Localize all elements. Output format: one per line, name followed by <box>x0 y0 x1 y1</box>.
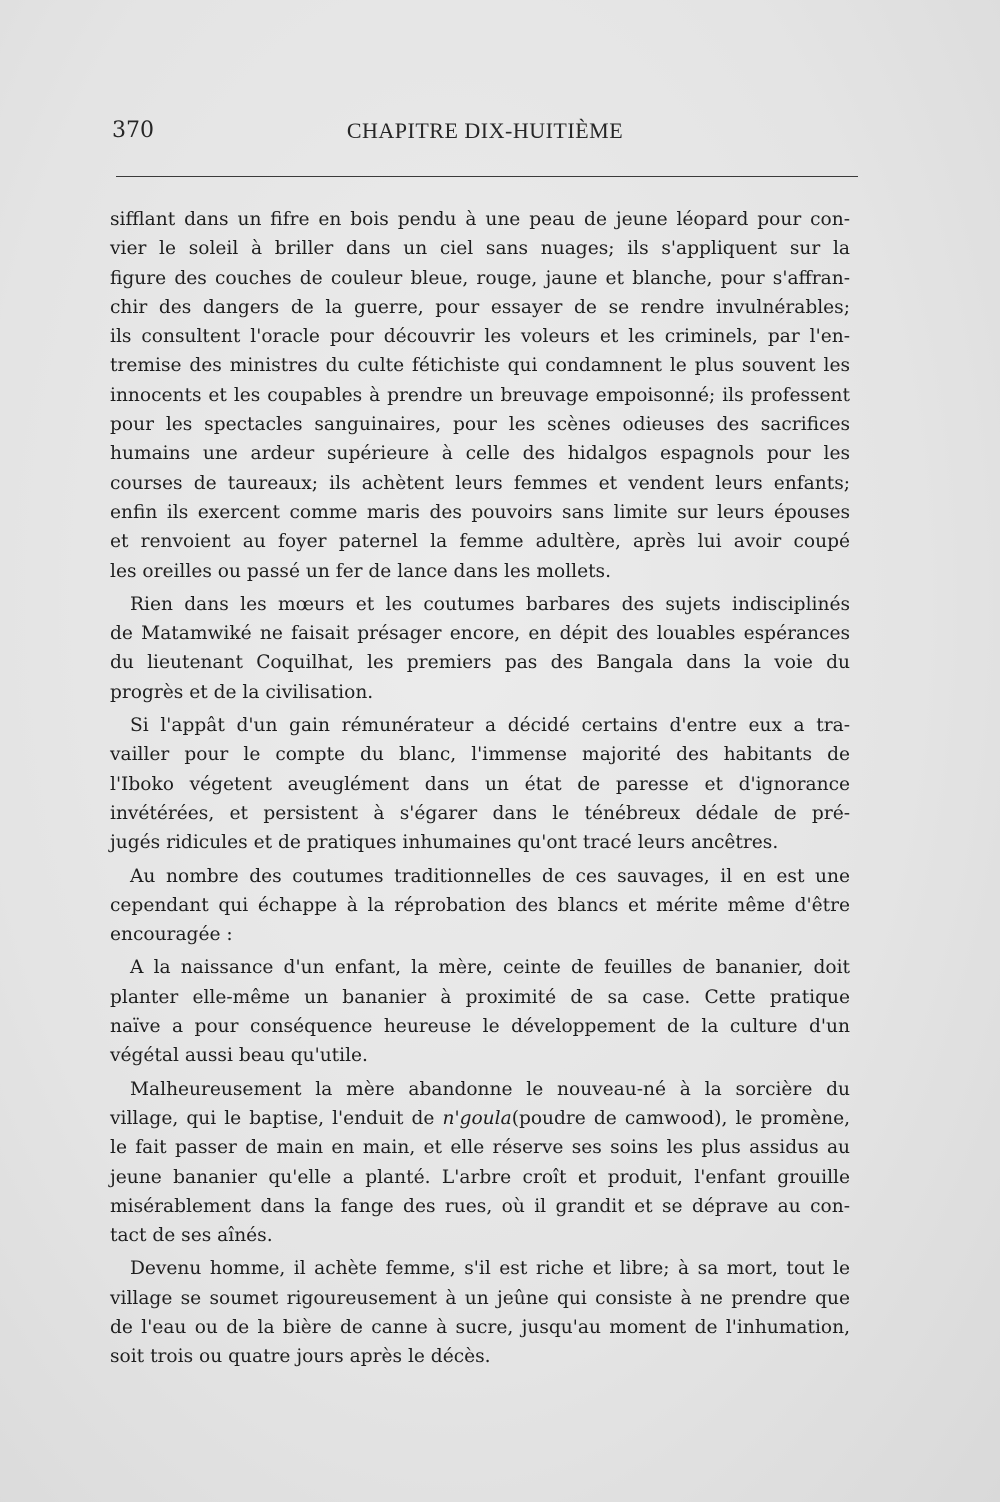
text-line: chir des dangers de la guerre, pour essayer de se rendre invulnérables; <box>110 296 850 318</box>
text-line: vailler pour le compte du blanc, l'immense majorité des habitants de <box>110 744 850 766</box>
paragraph <box>110 862 850 950</box>
text-line: soit trois ou quatre jours après le décès. <box>110 1346 491 1368</box>
text-line: de Matamwiké ne faisait présager encore, en dépit des louables espérances <box>110 623 850 645</box>
text-line: tremise des ministres du culte fétichiste qui condamnent le plus souvent les <box>110 355 850 377</box>
text-line: Si l'appât d'un gain rémunérateur a décidé certains d'entre eux a tra- <box>130 715 850 737</box>
text-line: jugés ridicules et de pratiques inhumaines qu'ont tracé leurs ancêtres. <box>110 832 779 854</box>
italic-term: n'goula <box>442 1107 512 1129</box>
text-line: pour les spectacles sanguinaires, pour les scènes odieuses des sacrifices <box>110 414 850 436</box>
text-line: invétérées, et persistent à s'égarer dans le ténébreux dédale de pré- <box>110 802 850 824</box>
body-text <box>110 205 850 1376</box>
text-line: naïve a pour conséquence heureuse le développement de la culture d'un <box>110 1016 850 1038</box>
text-line: enfin ils exercent comme maris des pouvoirs sans limite sur leurs épouses <box>110 501 850 523</box>
header-rule <box>116 176 858 177</box>
text-line: et renvoient au foyer paternel la femme adultère, après lui avoir coupé <box>110 531 850 553</box>
text-line: tact de ses aînés. <box>110 1225 273 1247</box>
text-line: végétal aussi beau qu'utile. <box>110 1045 368 1067</box>
paragraph <box>110 1075 850 1251</box>
text-line: misérablement dans la fange des rues, où il grandit et se déprave au con- <box>110 1195 850 1217</box>
paragraph <box>110 205 850 586</box>
text-line: sifflant dans un fifre en bois pendu à une peau de jeune léopard pour con- <box>110 209 850 230</box>
text-line: le fait passer de main en main, et elle réserve ses soins les plus assidus au <box>110 1137 850 1159</box>
text-line: Rien dans les mœurs et les coutumes barbares des sujets indisciplinés <box>130 593 850 615</box>
text-segment: village, qui le baptise, l'enduit de <box>110 1107 443 1129</box>
text-line: jeune bananier qu'elle a planté. L'arbre croît et produit, l'enfant grouille <box>110 1166 850 1188</box>
paragraph <box>110 1254 850 1371</box>
paragraph <box>110 953 850 1070</box>
text-line: encouragée : <box>110 924 233 946</box>
text-line: les oreilles ou passé un fer de lance dans les mollets. <box>110 560 612 582</box>
running-head: CHAPITRE DIX-HUITIÈME <box>346 118 624 143</box>
text-line: innocents et les coupables à prendre un breuvage empoisonné; ils professent <box>110 384 850 406</box>
text-line: de l'eau ou de la bière de canne à sucre, jusqu'au moment de l'inhumation, <box>110 1316 850 1338</box>
page-number: 370 <box>112 118 154 143</box>
text-line: Malheureusement la mère abandonne le nouveau-né à la sorcière du <box>130 1078 850 1100</box>
text-line: progrès et de la civilisation. <box>110 681 374 703</box>
text-line: humains une ardeur supérieure à celle des hidalgos espagnols pour les <box>110 443 850 465</box>
text-line: A la naissance d'un enfant, la mère, ceinte de feuilles de bananier, doit <box>130 957 850 979</box>
text-line: ils consultent l'oracle pour découvrir les voleurs et les criminels, par l'en- <box>110 326 850 348</box>
text-line: Au nombre des coutumes traditionnelles de ces sauvages, il en est une <box>130 865 850 887</box>
text-line: village se soumet rigoureusement à un jeûne qui consiste à ne prendre que <box>110 1287 850 1309</box>
text-line: Devenu homme, il achète femme, s'il est riche et libre; à sa mort, tout le <box>130 1258 850 1280</box>
text-line: planter elle-même un bananier à proximité de sa case. Cette pratique <box>110 986 850 1008</box>
text-segment: (poudre de camwood), le promène, <box>511 1107 850 1129</box>
paragraph <box>110 590 850 707</box>
text-line: du lieutenant Coquilhat, les premiers pas des Bangala dans la voie du <box>110 652 850 674</box>
text-line: cependant qui échappe à la réprobation des blancs et mérite même d'être <box>110 894 850 916</box>
text-line: courses de taureaux; ils achètent leurs femmes et vendent leurs enfants; <box>110 472 850 494</box>
text-line: figure des couches de couleur bleue, rouge, jaune et blanche, pour s'affran- <box>110 267 850 289</box>
text-line: vier le soleil à briller dans un ciel sans nuages; ils s'appliquent sur la <box>110 238 850 260</box>
text-line-with-italic <box>110 1104 850 1133</box>
text-line: l'Iboko végetent aveuglément dans un état de paresse et d'ignorance <box>110 773 850 795</box>
paragraph <box>110 711 850 857</box>
